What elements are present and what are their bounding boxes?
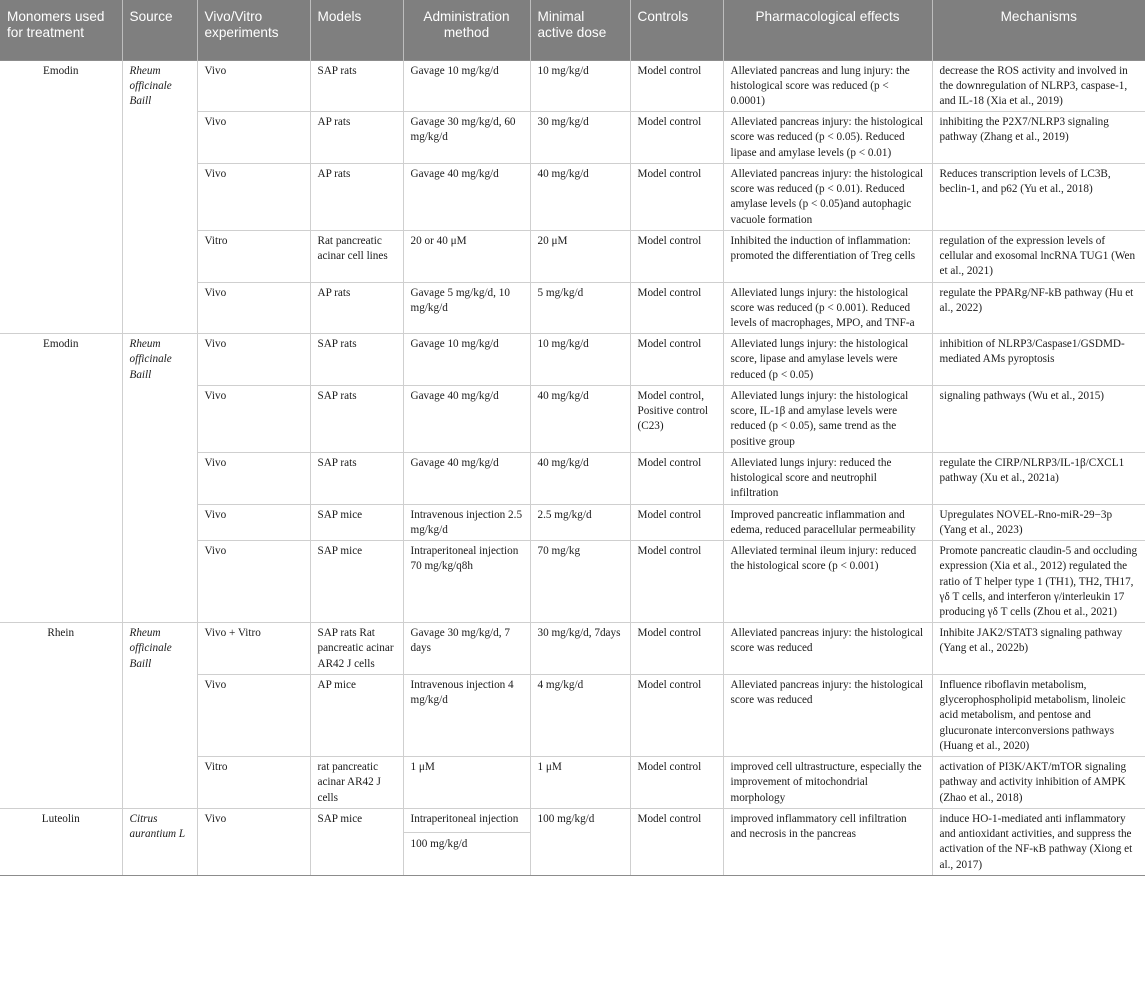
dose-cell: 100 mg/kg/d	[530, 808, 630, 875]
experiment-cell: Vitro	[197, 230, 310, 282]
administration-dose: 100 mg/kg/d	[410, 838, 468, 851]
source-cell: Rheum officinale Baill	[122, 334, 197, 623]
experiment-cell: Vivo	[197, 504, 310, 540]
model-cell: SAP rats	[310, 60, 403, 112]
administration-cell: 1 μM	[403, 757, 530, 809]
dose-cell: 40 mg/kg/d	[530, 163, 630, 230]
controls-cell: Model control	[630, 452, 723, 504]
model-cell: AP rats	[310, 163, 403, 230]
header-vivo-vitro: Vivo/Vitro experiments	[197, 0, 310, 60]
experiment-cell: Vivo	[197, 808, 310, 875]
controls-cell: Model control	[630, 541, 723, 623]
source-cell: Citrus aurantium L	[122, 808, 197, 875]
dose-cell: 10 mg/kg/d	[530, 60, 630, 112]
controls-cell: Model control	[630, 282, 723, 334]
mechanisms-cell: activation of PI3K/AKT/mTOR signaling pathway and activity inhibition of AMPK (Zhao et al., 2018)	[932, 757, 1145, 809]
controls-cell: Model control, Positive control (C23)	[630, 385, 723, 452]
dose-cell: 40 mg/kg/d	[530, 452, 630, 504]
administration-cell: Gavage 30 mg/kg/d, 7 days	[403, 623, 530, 675]
header-row	[0, 0, 1145, 60]
mechanisms-cell: Reduces transcription levels of LC3B, beclin-1, and p62 (Yu et al., 2018)	[932, 163, 1145, 230]
mechanisms-cell: decrease the ROS activity and involved in the downregulation of NLRP3, caspase-1, and IL-18 (Xia et al., 2019)	[932, 60, 1145, 112]
model-cell: SAP rats	[310, 385, 403, 452]
mechanisms-cell: inhibition of NLRP3/Caspase1/GSDMD-mediated AMs pyroptosis	[932, 334, 1145, 386]
dose-cell: 40 mg/kg/d	[530, 385, 630, 452]
experiment-cell: Vivo	[197, 163, 310, 230]
controls-cell: Model control	[630, 334, 723, 386]
administration-cell: Gavage 5 mg/kg/d, 10 mg/kg/d	[403, 282, 530, 334]
controls-cell: Model control	[630, 674, 723, 756]
model-cell: SAP rats	[310, 452, 403, 504]
administration-cell	[403, 808, 530, 875]
mechanisms-cell: Influence riboflavin metabolism, glycerophospholipid metabolism, linoleic acid metabolism, and pentose and glucuronate interconversions pathways (Huang et al., 2020)	[932, 674, 1145, 756]
effects-cell: Alleviated lungs injury: the histological score, lipase and amylase levels were reduced (p < 0.05)	[723, 334, 932, 386]
effects-cell: Alleviated pancreas and lung injury: the histological score was reduced (p < 0.0001)	[723, 60, 932, 112]
effects-cell: Improved pancreatic inflammation and edema, reduced paracellular permeability	[723, 504, 932, 540]
header-minimal-dose: Minimal active dose	[530, 0, 630, 60]
administration-cell: Intraperitoneal injection 70 mg/kg/q8h	[403, 541, 530, 623]
model-cell: Rat pancreatic acinar cell lines	[310, 230, 403, 282]
administration-cell: Gavage 30 mg/kg/d, 60 mg/kg/d	[403, 112, 530, 164]
effects-cell: Alleviated pancreas injury: the histological score was reduced (p < 0.05). Reduced lipase and amylase levels (p < 0.01)	[723, 112, 932, 164]
source-cell: Rheum officinale Baill	[122, 60, 197, 334]
header-mechanisms: Mechanisms	[932, 0, 1145, 60]
table-row	[0, 334, 1145, 386]
dose-cell: 20 μM	[530, 230, 630, 282]
model-cell: SAP rats	[310, 334, 403, 386]
effects-cell: Inhibited the induction of inflammation: promoted the differentiation of Treg cells	[723, 230, 932, 282]
model-cell: AP rats	[310, 112, 403, 164]
controls-cell: Model control	[630, 230, 723, 282]
dose-cell: 30 mg/kg/d	[530, 112, 630, 164]
mechanisms-cell: Promote pancreatic claudin-5 and occluding expression (Xia et al., 2012) regulated the ratio of T helper type 1 (TH1), TH2, TH17, γδ T cells, and interferon γ/interleukin 17 producing γδ T cells (Zhou et al., 2021)	[932, 541, 1145, 623]
experiment-cell: Vivo	[197, 334, 310, 386]
controls-cell: Model control	[630, 112, 723, 164]
effects-cell: improved cell ultrastructure, especially the improvement of mitochondrial morphology	[723, 757, 932, 809]
experiment-cell: Vivo	[197, 452, 310, 504]
effects-cell: improved inflammatory cell infiltration and necrosis in the pancreas	[723, 808, 932, 875]
monomer-cell: Luteolin	[0, 808, 122, 875]
controls-cell: Model control	[630, 163, 723, 230]
administration-cell: Intravenous injection 2.5 mg/kg/d	[403, 504, 530, 540]
controls-cell: Model control	[630, 504, 723, 540]
mechanisms-cell: Upregulates NOVEL-Rno-miR-29−3p (Yang et al., 2023)	[932, 504, 1145, 540]
controls-cell: Model control	[630, 623, 723, 675]
experiment-cell: Vitro	[197, 757, 310, 809]
header-source: Source	[122, 0, 197, 60]
model-cell: rat pancreatic acinar AR42 J cells	[310, 757, 403, 809]
header-administration: Administration method	[403, 0, 530, 60]
effects-cell: Alleviated pancreas injury: the histological score was reduced	[723, 674, 932, 756]
model-cell: AP rats	[310, 282, 403, 334]
model-cell: SAP mice	[310, 808, 403, 875]
effects-cell: Alleviated lungs injury: the histological score, IL-1β and amylase levels were reduced (p < 0.05), same trend as the positive group	[723, 385, 932, 452]
experiment-cell: Vivo	[197, 282, 310, 334]
mechanisms-cell: regulate the PPARg/NF-kB pathway (Hu et al., 2022)	[932, 282, 1145, 334]
dose-cell: 2.5 mg/kg/d	[530, 504, 630, 540]
mechanisms-cell: regulate the CIRP/NLRP3/IL-1β/CXCL1 pathway (Xu et al., 2021a)	[932, 452, 1145, 504]
model-cell: AP mice	[310, 674, 403, 756]
source-cell: Rheum officinale Baill	[122, 623, 197, 809]
monomer-cell: Emodin	[0, 60, 122, 334]
dose-cell: 4 mg/kg/d	[530, 674, 630, 756]
model-cell: SAP rats Rat pancreatic acinar AR42 J cells	[310, 623, 403, 675]
dose-cell: 5 mg/kg/d	[530, 282, 630, 334]
mechanisms-cell: regulation of the expression levels of cellular and exosomal lncRNA TUG1 (Wen et al., 2021)	[932, 230, 1145, 282]
experiment-cell: Vivo + Vitro	[197, 623, 310, 675]
experiment-cell: Vivo	[197, 60, 310, 112]
table-row	[0, 60, 1145, 112]
administration-cell: Gavage 10 mg/kg/d	[403, 334, 530, 386]
administration-cell: Gavage 10 mg/kg/d	[403, 60, 530, 112]
administration-cell: Gavage 40 mg/kg/d	[403, 385, 530, 452]
experiment-cell: Vivo	[197, 674, 310, 756]
controls-cell: Model control	[630, 60, 723, 112]
mechanisms-cell: induce HO-1-mediated anti inflammatory and antioxidant activities, and suppress the activation of the NF-κB pathway (Xiong et al., 2017)	[932, 808, 1145, 875]
mechanisms-cell: signaling pathways (Wu et al., 2015)	[932, 385, 1145, 452]
administration-cell: Intravenous injection 4 mg/kg/d	[403, 674, 530, 756]
monomer-cell: Emodin	[0, 334, 122, 623]
dose-cell: 1 μM	[530, 757, 630, 809]
controls-cell: Model control	[630, 757, 723, 809]
effects-cell: Alleviated pancreas injury: the histological score was reduced (p < 0.01). Reduced amylase levels (p < 0.05)and autophagic vacuole formation	[723, 163, 932, 230]
table-body	[0, 60, 1145, 875]
monomer-cell: Rhein	[0, 623, 122, 809]
effects-cell: Alleviated lungs injury: the histological score was reduced (p < 0.001). Reduced levels of macrophages, MPO, and TNF-a	[723, 282, 932, 334]
controls-cell: Model control	[630, 808, 723, 875]
header-monomers: Monomers used for treatment	[0, 0, 122, 60]
experiment-cell: Vivo	[197, 112, 310, 164]
administration-cell: 20 or 40 μM	[403, 230, 530, 282]
effects-cell: Alleviated pancreas injury: the histological score was reduced	[723, 623, 932, 675]
model-cell: SAP mice	[310, 541, 403, 623]
administration-route: Intraperitoneal injection	[404, 812, 530, 833]
model-cell: SAP mice	[310, 504, 403, 540]
header-models: Models	[310, 0, 403, 60]
mechanisms-cell: Inhibite JAK2/STAT3 signaling pathway (Yang et al., 2022b)	[932, 623, 1145, 675]
effects-cell: Alleviated terminal ileum injury: reduced the histological score (p < 0.001)	[723, 541, 932, 623]
mechanisms-cell: inhibiting the P2X7/NLRP3 signaling pathway (Zhang et al., 2019)	[932, 112, 1145, 164]
header-effects: Pharmacological effects	[723, 0, 932, 60]
administration-cell: Gavage 40 mg/kg/d	[403, 452, 530, 504]
administration-cell: Gavage 40 mg/kg/d	[403, 163, 530, 230]
experiment-cell: Vivo	[197, 385, 310, 452]
experiment-cell: Vivo	[197, 541, 310, 623]
dose-cell: 70 mg/kg	[530, 541, 630, 623]
effects-cell: Alleviated lungs injury: reduced the histological score and neutrophil infiltration	[723, 452, 932, 504]
dose-cell: 10 mg/kg/d	[530, 334, 630, 386]
table-row	[0, 808, 1145, 875]
header-controls: Controls	[630, 0, 723, 60]
dose-cell: 30 mg/kg/d, 7days	[530, 623, 630, 675]
table-row	[0, 623, 1145, 675]
